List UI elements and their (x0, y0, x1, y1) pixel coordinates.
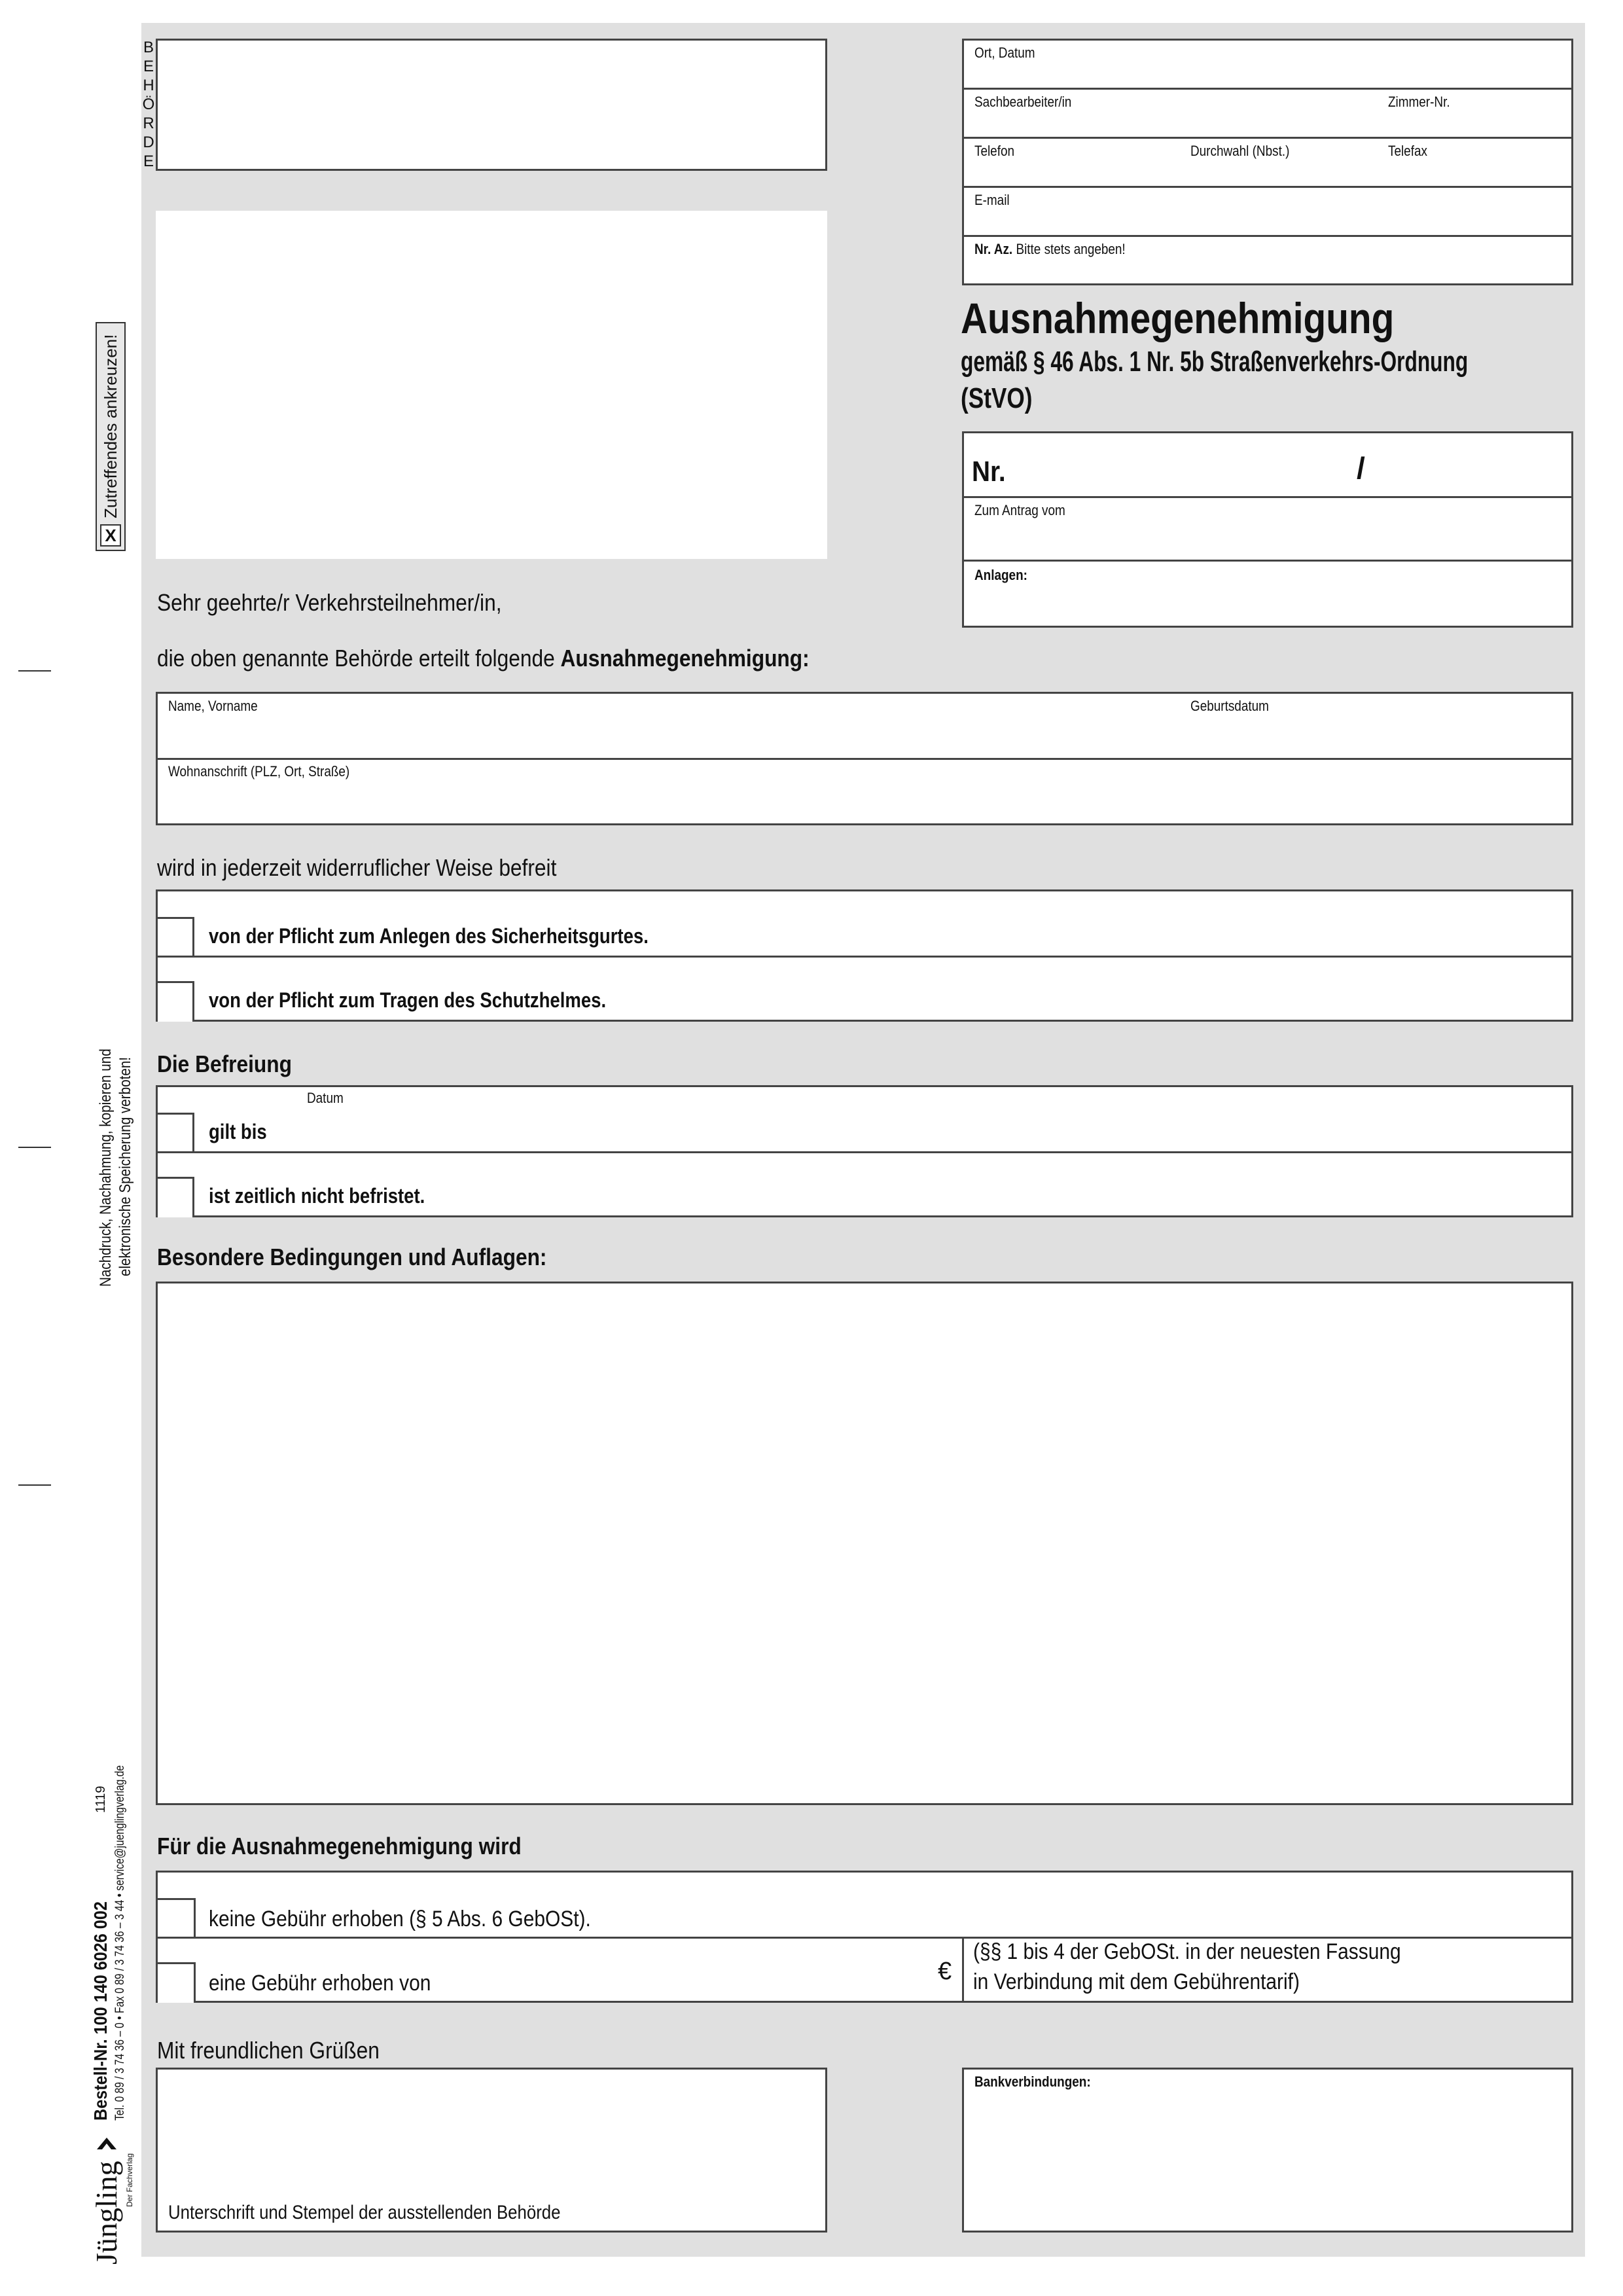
label-zimmer: Zimmer-Nr. (1388, 94, 1450, 110)
office-info-table (962, 39, 1573, 285)
behoerde-letter: E (143, 58, 154, 75)
punch-mark (18, 1147, 51, 1148)
permit-number-table (962, 431, 1573, 628)
row-divider (158, 956, 1571, 958)
check-example-icon: X (100, 524, 121, 547)
label-datum: Datum (307, 1090, 344, 1106)
label-name: Name, Vorname (168, 698, 258, 714)
label-aktenzeichen (974, 241, 1126, 258)
bank-details-field[interactable] (962, 2068, 1573, 2233)
salutation: Sehr geehrte/r Verkehrsteilnehmer/in, (157, 589, 502, 616)
publisher-logo: Jüngling (90, 2161, 123, 2265)
fee-heading: Für die Ausnahmegenehmigung wird (157, 1833, 522, 1859)
label-az-hint: Bitte stets angeben! (1016, 241, 1126, 257)
option-unlimited-label: ist zeitlich nicht befristet. (209, 1184, 425, 1208)
row-divider (964, 137, 1571, 139)
grant-statement-text: die oben genannte Behörde erteilt folgende (157, 645, 555, 672)
fee-options (156, 1871, 1573, 2003)
validity-options (156, 1085, 1573, 1217)
label-email: E-mail (974, 192, 1010, 208)
validity-heading: Die Befreiung (157, 1050, 292, 1077)
option-helmet-label: von der Pflicht zum Tragen des Schutzhelmes. (209, 988, 607, 1012)
option-no-fee-label: keine Gebühr erhoben (§ 5 Abs. 6 GebOSt). (209, 1907, 591, 1931)
label-anlagen: Anlagen: (974, 567, 1027, 583)
publisher-logo-chevron-icon (96, 2134, 118, 2151)
behoerde-letter: D (143, 134, 154, 151)
row-divider (964, 235, 1571, 237)
check-hint-box (96, 322, 126, 551)
row-divider (158, 1151, 1571, 1153)
fee-legal-note-1: (§§ 1 bis 4 der GebOSt. in der neuesten Fassung (973, 1939, 1401, 1964)
row-divider (964, 496, 1571, 498)
grant-statement-bold: Ausnahmegenehmigung: (560, 645, 810, 672)
checkbox-seatbelt[interactable] (158, 917, 194, 958)
permit-number-separator: / (1357, 451, 1365, 485)
check-hint-text: Zutreffendes ankreuzen! (101, 334, 120, 518)
document-title: Ausnahmegenehmigung (961, 294, 1395, 342)
column-divider (962, 1937, 964, 2002)
valid-until-date-field[interactable] (299, 1111, 1571, 1150)
label-durchwahl: Durchwahl (Nbst.) (1190, 143, 1290, 159)
bank-details-label: Bankverbindungen: (974, 2073, 1091, 2090)
label-antrag-vom: Zum Antrag vom (974, 502, 1065, 518)
publisher-tagline: Der Fachverlag (125, 2153, 134, 2207)
conditions-field[interactable] (156, 1282, 1573, 1805)
fee-legal-note-2: in Verbindung mit dem Gebührentarif) (973, 1969, 1300, 1994)
row-divider (158, 758, 1571, 760)
copyright-line-2: elektronische Speicherung verboten! (116, 1056, 134, 1276)
checkbox-helmet[interactable] (158, 981, 194, 1022)
address-window[interactable] (156, 211, 827, 559)
label-geburtsdatum: Geburtsdatum (1190, 698, 1269, 714)
fold-mark (18, 1484, 51, 1486)
edition-code: 1119 (94, 1785, 108, 1813)
row-divider (964, 560, 1571, 562)
grant-statement (157, 645, 810, 672)
behoerde-label (141, 38, 156, 171)
checkbox-valid-until[interactable] (158, 1113, 194, 1153)
copyright-line-1: Nachdruck, Nachahmung, kopieren und (97, 1049, 115, 1287)
behoerde-letter: H (143, 77, 154, 94)
permit-number-label: Nr. (972, 456, 1006, 488)
option-fee-charged-label: eine Gebühr erhoben von (209, 1971, 431, 1996)
currency-symbol: € (938, 1958, 952, 1985)
publisher-contact: Tel. 0 89 / 3 74 36 – 0 • Fax 0 89 / 3 74 36 – 3 44 • service@juenglingverlag.de (113, 1765, 127, 2121)
exemption-heading: wird in jederzeit widerruflicher Weise befreit (157, 854, 557, 881)
fold-mark (18, 670, 51, 672)
label-sachbearbeiter: Sachbearbeiter/in (974, 94, 1072, 110)
label-telefon: Telefon (974, 143, 1015, 159)
order-number: Bestell-Nr. 100 140 6026 002 (90, 1901, 111, 2121)
row-divider (964, 88, 1571, 90)
closing-greeting: Mit freundlichen Grüßen (157, 2037, 380, 2064)
behoerde-letter: R (143, 115, 154, 132)
behoerde-letter: B (143, 39, 154, 56)
row-divider (964, 186, 1571, 188)
fee-amount-field[interactable] (459, 1938, 930, 2001)
exemption-options (156, 889, 1573, 1022)
person-table (156, 692, 1573, 825)
checkbox-fee-charged[interactable] (158, 1962, 196, 2003)
label-wohnanschrift: Wohnanschrift (PLZ, Ort, Straße) (168, 763, 350, 780)
checkbox-unlimited[interactable] (158, 1177, 194, 1217)
checkbox-no-fee[interactable] (158, 1898, 196, 1939)
behoerde-letter: E (143, 152, 154, 170)
label-telefax: Telefax (1388, 143, 1427, 159)
option-seatbelt-label: von der Pflicht zum Anlegen des Sicherheitsgurtes. (209, 924, 649, 948)
label-ort-datum: Ort, Datum (974, 45, 1035, 61)
option-valid-until-label: gilt bis (209, 1120, 267, 1143)
conditions-heading: Besondere Bedingungen und Auflagen: (157, 1244, 547, 1270)
signature-field[interactable] (156, 2068, 827, 2233)
label-az-bold: Nr. Az. (974, 241, 1013, 257)
document-subtitle-abbr: (StVO) (961, 382, 1033, 414)
signature-label: Unterschrift und Stempel der ausstellenden Behörde (168, 2202, 561, 2223)
document-subtitle: gemäß § 46 Abs. 1 Nr. 5b Straßenverkehrs-Ordnung (961, 346, 1469, 378)
behoerde-letter: Ö (142, 96, 155, 113)
authority-field[interactable] (156, 39, 827, 171)
